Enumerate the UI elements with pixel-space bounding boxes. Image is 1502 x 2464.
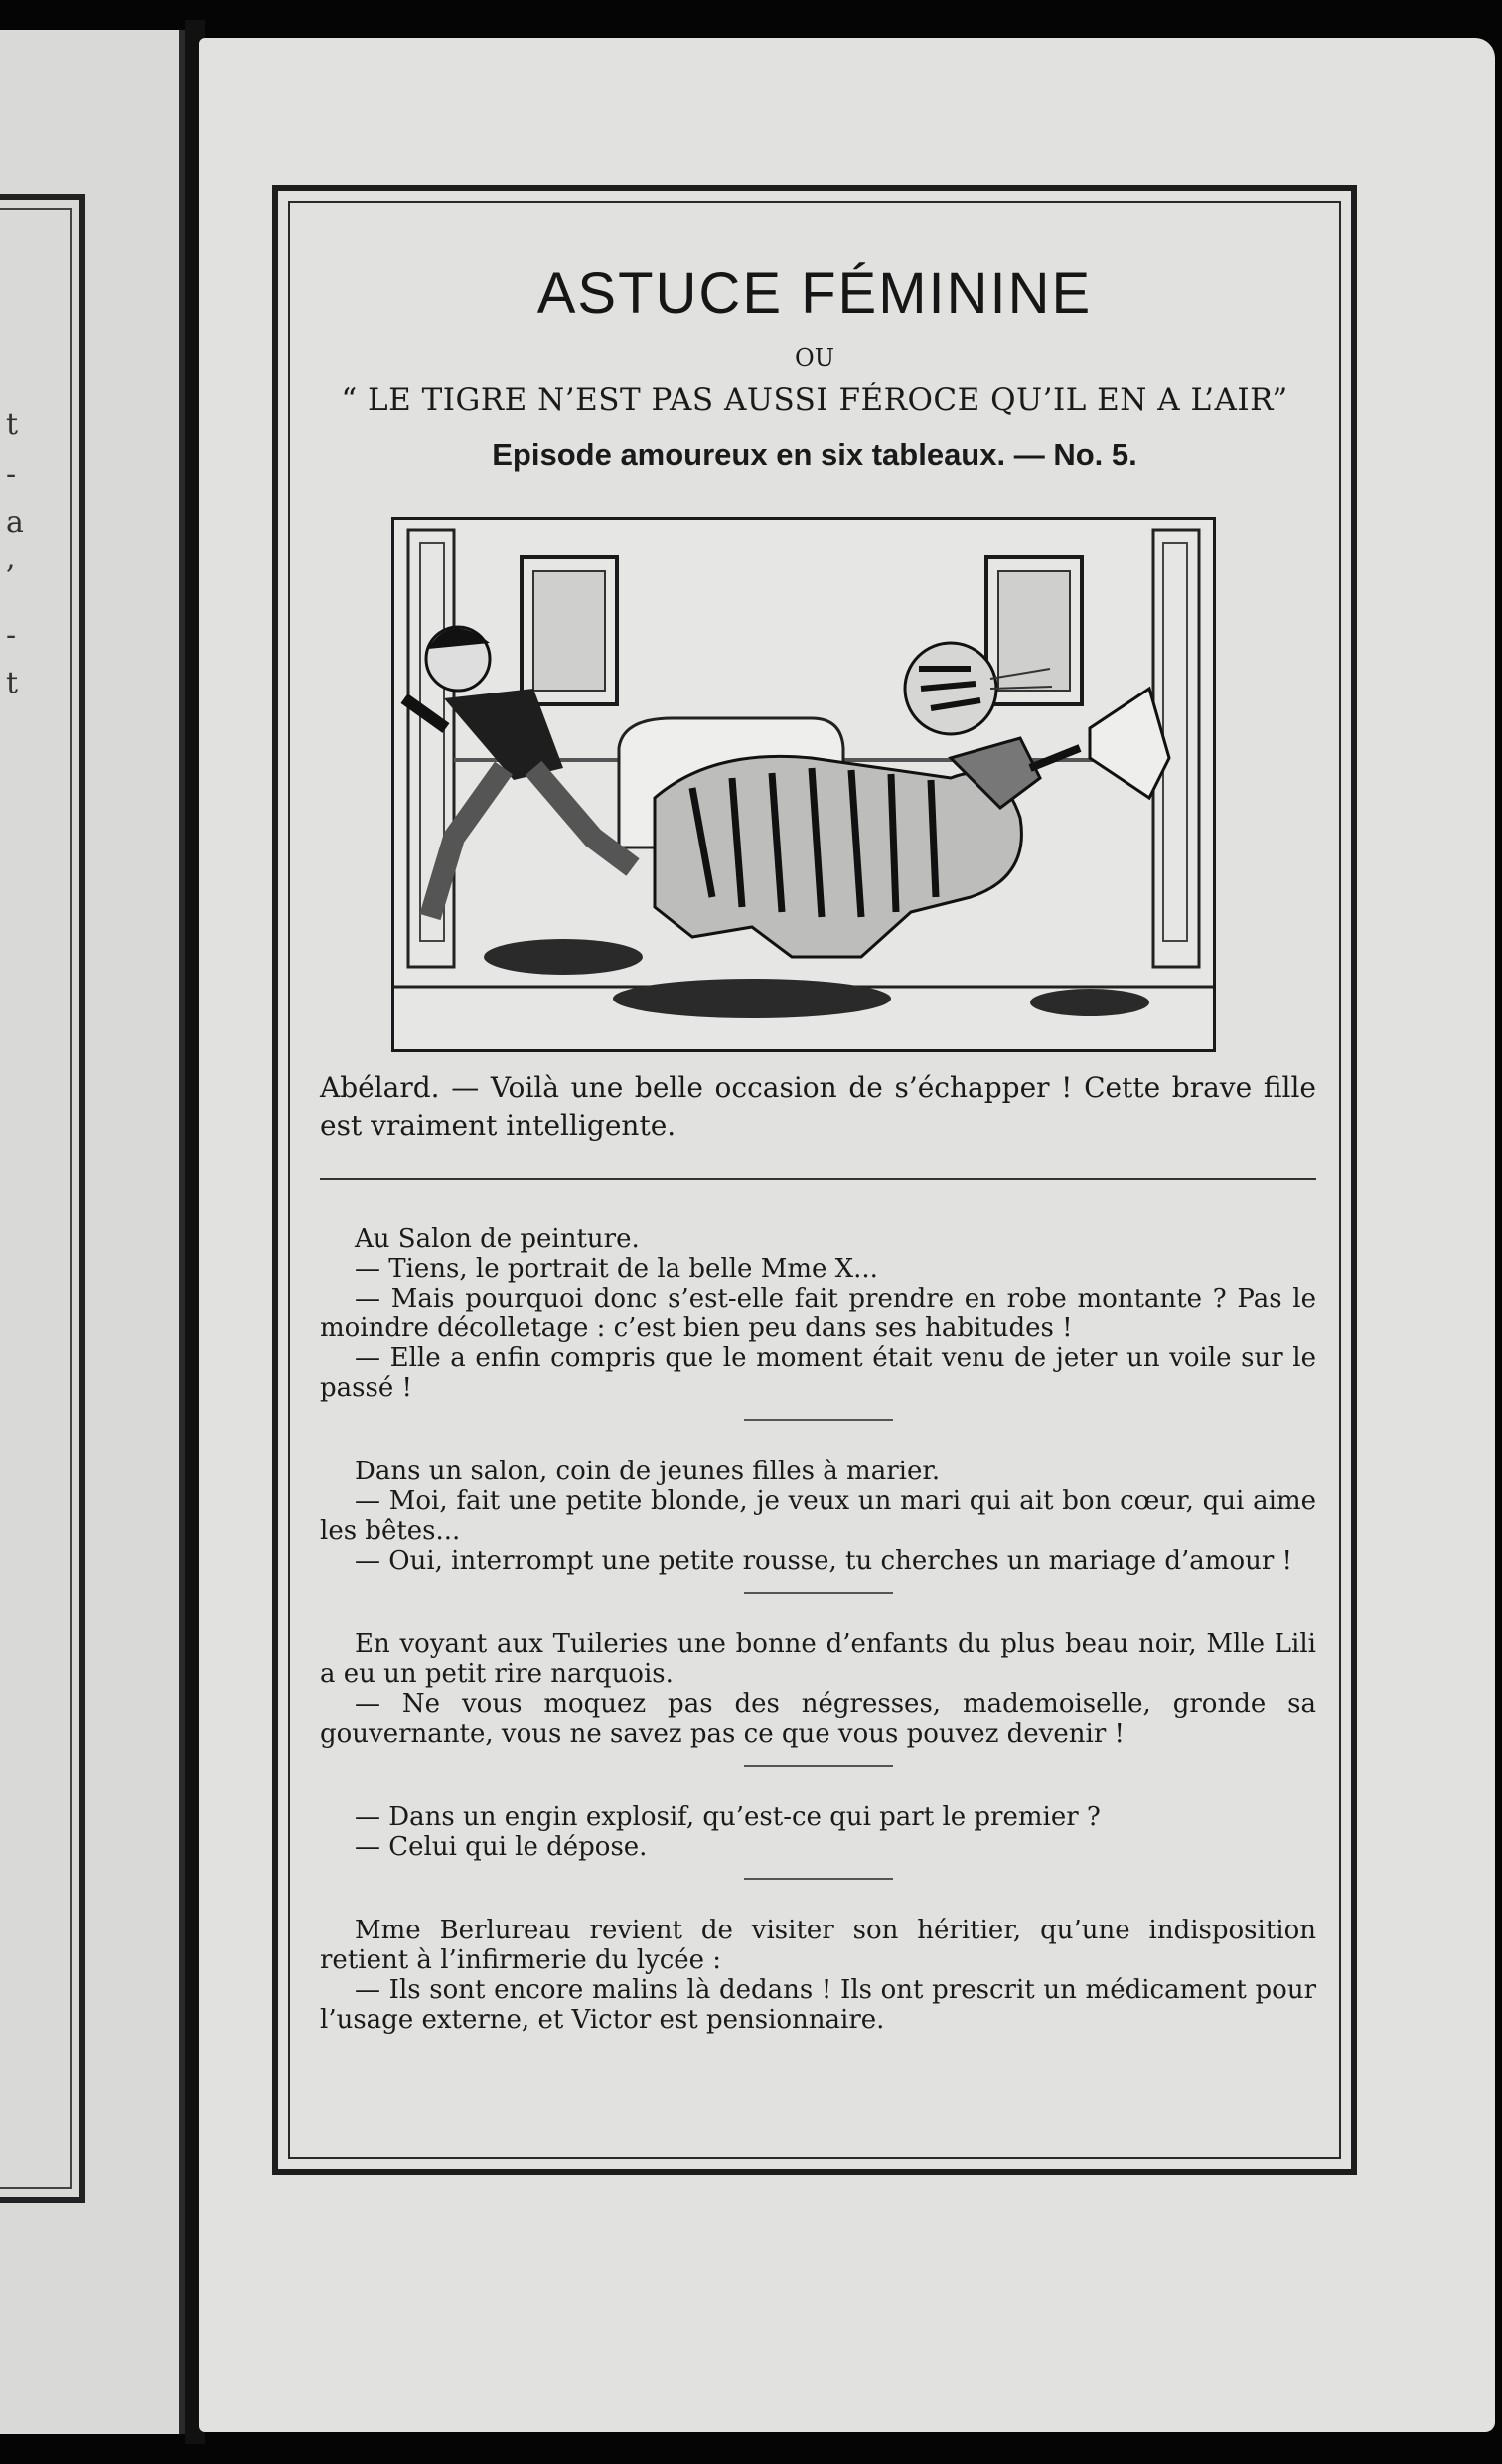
left-page-char: -: [6, 618, 17, 653]
joke-line: — Moi, fait une petite blonde, je veux un mari qui ait bon cœur, qui aime les bêtes...: [320, 1486, 1316, 1546]
left-page: [0, 30, 185, 2434]
joke-line: — Mais pourquoi donc s’est-elle fait prendre en robe montante ? Pas le moindre décolletage : c’est bien peu dans ses habitudes !: [320, 1284, 1316, 1343]
joke-item: [320, 1457, 1316, 1576]
joke-separator: [744, 1765, 893, 1767]
illustration: [391, 517, 1216, 1052]
joke-line: Au Salon de peinture.: [355, 1224, 640, 1254]
joke-line: — Ne vous moquez pas des négresses, mademoiselle, gronde sa gouvernante, vous ne savez pas ce que vous pouvez devenir !: [320, 1689, 1316, 1749]
jokes-section: [320, 1224, 1316, 2035]
joke-separator: [744, 1592, 893, 1594]
illustration-caption: Abélard. — Voilà une belle occasion de s’échapper ! Cette brave fille est vraiment intelligente.: [320, 1071, 1316, 1142]
joke-line: — Celui qui le dépose.: [355, 1832, 648, 1862]
page-title: ASTUCE FÉMININE: [536, 261, 1093, 326]
page-frame: [272, 185, 1357, 2175]
joke-separator: [744, 1419, 893, 1421]
joke-item: [320, 1916, 1316, 2035]
joke-line: En voyant aux Tuileries une bonne d’enfants du plus beau noir, Mlle Lili a eu un petit rire narquois.: [320, 1629, 1316, 1689]
left-page-char: -: [6, 457, 17, 492]
joke-item: [320, 1629, 1316, 1749]
left-page-char: a: [6, 505, 24, 539]
subtitle: “ LE TIGRE N’EST PAS AUSSI FÉROCE QU’IL EN A L’AIR”: [341, 383, 1288, 418]
left-page-frame: [0, 194, 85, 2203]
joke-line: Dans un salon, coin de jeunes filles à marier.: [355, 1457, 941, 1486]
episode-heading: Episode amoureux en six tableaux. — No. 5.: [492, 437, 1137, 472]
left-page-char: t: [6, 666, 19, 700]
tiger-chase-illustration: [394, 520, 1213, 1049]
joke-line: — Ils sont encore malins là dedans ! Ils ont prescrit un médicament pour l’usage externe, et Victor est pensionnaire.: [320, 1975, 1316, 2035]
joke-line: — Oui, interrompt une petite rousse, tu cherches un mariage d’amour !: [355, 1546, 1292, 1576]
section-divider: [320, 1178, 1316, 1180]
left-page-char: t: [6, 407, 19, 442]
joke-separator: [744, 1878, 893, 1880]
joke-line: — Tiens, le portrait de la belle Mme X...: [355, 1254, 878, 1284]
joke-line: Mme Berlureau revient de visiter son héritier, qu’une indisposition retient à l’infirmerie du lycée :: [320, 1916, 1316, 1975]
joke-item: [320, 1802, 1316, 1862]
title-connector: OU: [795, 344, 834, 372]
left-page-char: ,: [6, 541, 16, 576]
joke-line: — Elle a enfin compris que le moment était venu de jeter un voile sur le passé !: [320, 1343, 1316, 1403]
joke-item: [320, 1224, 1316, 1403]
joke-line: — Dans un engin explosif, qu’est-ce qui part le premier ?: [355, 1802, 1101, 1832]
